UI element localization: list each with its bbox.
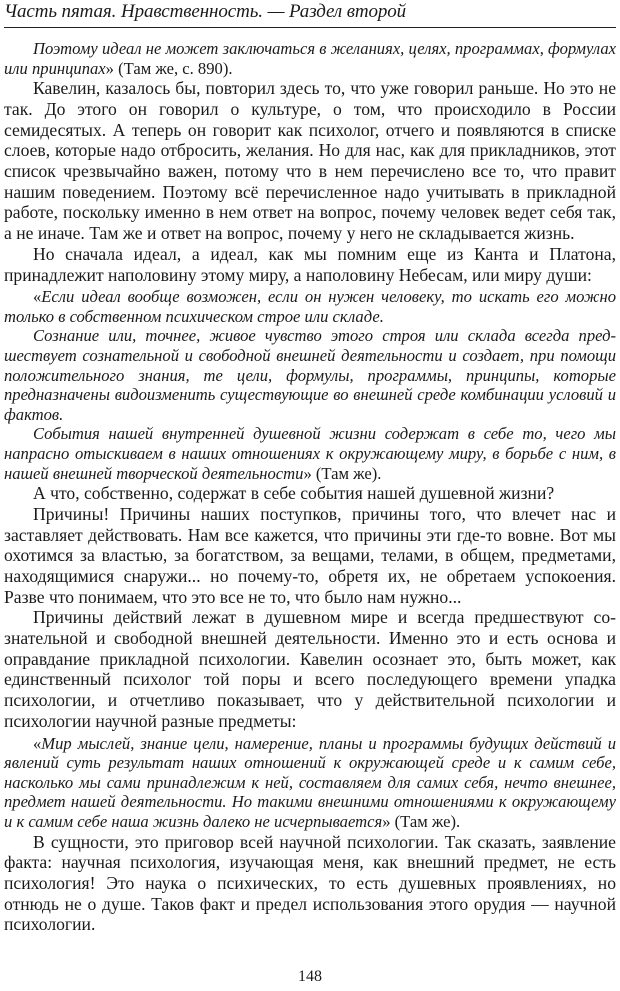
- quote-citation: » (Там же, с. 890).: [105, 58, 233, 78]
- page-number: 148: [298, 968, 322, 985]
- quote-italic: Мир мыслей, знание цели, намерение, планы и программы будущих действий и явлений суть результат наших отношений к окружающей среде и к самим себе, насколько мы сами принадлежим к ней, составляем для самих себя, нечто внешнее, предмет нашей деятельности. Но такими внешними отношениями к окружающему и к самим себе наша жизнь далеко не исчерпывается: [4, 733, 616, 831]
- quote-italic: Если идеал вообще возможен, если он нужен человеку, то искать его можно только в собственном психическом строе или складе.: [4, 287, 616, 326]
- quote-open-mark: «: [33, 287, 42, 307]
- running-head: Часть пятая. Нравственность. — Раздел второй: [4, 1, 407, 22]
- header-rule: [4, 27, 616, 28]
- quote-italic: Сознание или, точнее, живое чувство этого строя или склада всегда предшествует сознательной и свободной внешней деятельности и создает, при помощи положительного знания, те цели, формулы, программы, принципы, которые предназначены видоизменить существующие во внешней среде комбинации условий и фактов.: [4, 326, 616, 424]
- quote-citation: » (Там же).: [303, 463, 382, 483]
- paragraph: А что, собственно, содержат в себе события нашей душевной жизни?: [33, 483, 555, 504]
- paragraph: Кавелин, казалось бы, повторил здесь то, что уже говорил раньше. Но это не так. До этого он говорил о культуре, о том, что происходило в России семидесятых. А теперь он говорит как психолог, отчего и появляются в списке слоев, которые надо отбросить, желания. Но для нас, как для прикладников, этот список чрезвычайно важен, потому что в нем перечислено все то, что правит нашим поведением. Поэтому всё перечисленное надо учитывать в прикладной работе, поскольку именно в нем ответ на вопрос, почему человек ведет себя так, а не иначе. Там же и ответ на вопрос, почему у него не складывается жизнь.: [4, 78, 616, 244]
- quote-paragraph: [4, 287, 616, 326]
- quote-italic: События нашей внутренней душевной жизни содержат в себе то, чего мы напрасно отыскиваем в наших отношениях к окружающему миру, в борьбе с ним, в нашей внешней творческой деятельности: [4, 424, 616, 483]
- quote-italic: Поэтому идеал не может заключаться в желаниях, целях, программах, формулах или принципах: [4, 39, 616, 78]
- quote-paragraph: [4, 326, 616, 424]
- quote-paragraph: [4, 734, 616, 832]
- paragraph: В сущности, это приговор всей научной психологии. Так сказать, заявление факта: научная психология, изучающая меня, как внешний предмет, не есть психология! Это наука о психических, то есть душевных проявлениях, но отнюдь не о душе. Таков факт и предел использования этого орудия — научной психологии.: [4, 831, 616, 935]
- paragraph: Причины! Причины наших поступков, причины того, что влечет нас и заставляет действовать. Нам все кажется, что причины эти где-то вовне. Вот мы охотимся за властью, за богатством, за вещами, телами, в общем, предметами, находящимися снаружи... но почему-то, обретя их, не обретаем успокоения. Разве что понимаем, что это все не то, что было нам нужно...: [4, 503, 616, 607]
- paragraph: Причины действий лежат в душевном мире и всегда предшествуют сознательной и свободной внешней деятельности. Именно это и есть основа и оправдание прикладной психологии. Кавелин осознает это, быть может, как единственный психолог той поры и всего последующего времени упадка психологии, и отчетливо показывает, что у действительной психологии и психологии научной разные предметы:: [4, 607, 616, 731]
- body-text: [4, 39, 616, 935]
- paragraph: Но сначала идеал, а идеал, как мы помним еще из Канта и Платона, принадлежит наполовину этому миру, а наполовину Небесам, или миру души:: [4, 243, 616, 285]
- quote-citation: » (Там же).: [382, 811, 461, 831]
- quote-paragraph: [4, 39, 616, 78]
- quote-paragraph: [4, 424, 616, 483]
- quote-open-mark: «: [33, 733, 42, 753]
